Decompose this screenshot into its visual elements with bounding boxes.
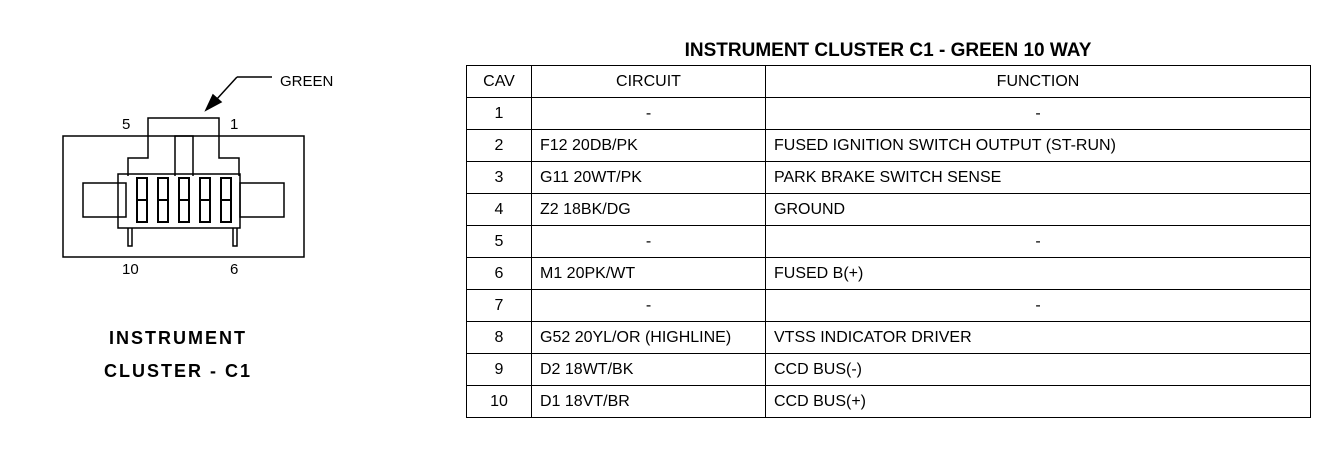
cav-cell: 1 xyxy=(467,98,532,130)
circuit-cell: M1 20PK/WT xyxy=(532,258,766,290)
cav-cell: 7 xyxy=(467,290,532,322)
table-row xyxy=(467,322,1311,354)
left-tab xyxy=(83,183,126,217)
connector-caption-line2: CLUSTER - C1 xyxy=(103,361,252,381)
cav-cell: 6 xyxy=(467,258,532,290)
pin-label-6: 6 xyxy=(230,261,239,278)
green-callout-arrow xyxy=(206,77,272,110)
terminal-cavities xyxy=(137,178,231,222)
cav-cell: 8 xyxy=(467,322,532,354)
circuit-cell: F12 20DB/PK xyxy=(532,130,766,162)
table-row xyxy=(467,194,1311,226)
cav-cell: 2 xyxy=(467,130,532,162)
table-row xyxy=(467,162,1311,194)
header-circuit: CIRCUIT xyxy=(532,66,766,98)
cav-cell: 3 xyxy=(467,162,532,194)
circuit-cell: D1 18VT/BR xyxy=(532,386,766,418)
circuit-cell: G11 20WT/PK xyxy=(532,162,766,194)
connector-caption-line1: INSTRUMENT xyxy=(109,328,247,348)
function-cell: FUSED B(+) xyxy=(766,258,1311,290)
connector-latch xyxy=(128,118,239,176)
function-cell: GROUND xyxy=(766,194,1311,226)
cav-cell: 10 xyxy=(467,386,532,418)
table-row xyxy=(467,386,1311,418)
function-cell: - xyxy=(766,98,1311,130)
header-function: FUNCTION xyxy=(766,66,1311,98)
pin-label-10: 10 xyxy=(122,261,139,278)
pinout-table xyxy=(466,65,1311,418)
function-cell: PARK BRAKE SWITCH SENSE xyxy=(766,162,1311,194)
table-header-row xyxy=(467,66,1311,98)
right-tab xyxy=(240,183,284,217)
circuit-cell: Z2 18BK/DG xyxy=(532,194,766,226)
table-row xyxy=(467,226,1311,258)
table-row xyxy=(467,130,1311,162)
circuit-cell: - xyxy=(532,98,766,130)
circuit-cell: G52 20YL/OR (HIGHLINE) xyxy=(532,322,766,354)
table-row xyxy=(467,258,1311,290)
connector-shroud xyxy=(63,136,304,257)
cav-cell: 4 xyxy=(467,194,532,226)
circuit-cell: - xyxy=(532,290,766,322)
color-callout-label: GREEN xyxy=(280,73,334,90)
function-cell: CCD BUS(-) xyxy=(766,354,1311,386)
circuit-cell: D2 18WT/BK xyxy=(532,354,766,386)
pin-label-5: 5 xyxy=(122,116,131,133)
function-cell: VTSS INDICATOR DRIVER xyxy=(766,322,1311,354)
pin-label-1: 1 xyxy=(230,116,239,133)
cav-cell: 5 xyxy=(467,226,532,258)
table-row xyxy=(467,354,1311,386)
table-row xyxy=(467,290,1311,322)
table-title: INSTRUMENT CLUSTER C1 - GREEN 10 WAY xyxy=(684,40,1092,61)
table-row xyxy=(467,98,1311,130)
function-cell: - xyxy=(766,226,1311,258)
cav-cell: 9 xyxy=(467,354,532,386)
function-cell: - xyxy=(766,290,1311,322)
circuit-cell: - xyxy=(532,226,766,258)
header-cav: CAV xyxy=(467,66,532,98)
function-cell: FUSED IGNITION SWITCH OUTPUT (ST-RUN) xyxy=(766,130,1311,162)
function-cell: CCD BUS(+) xyxy=(766,386,1311,418)
